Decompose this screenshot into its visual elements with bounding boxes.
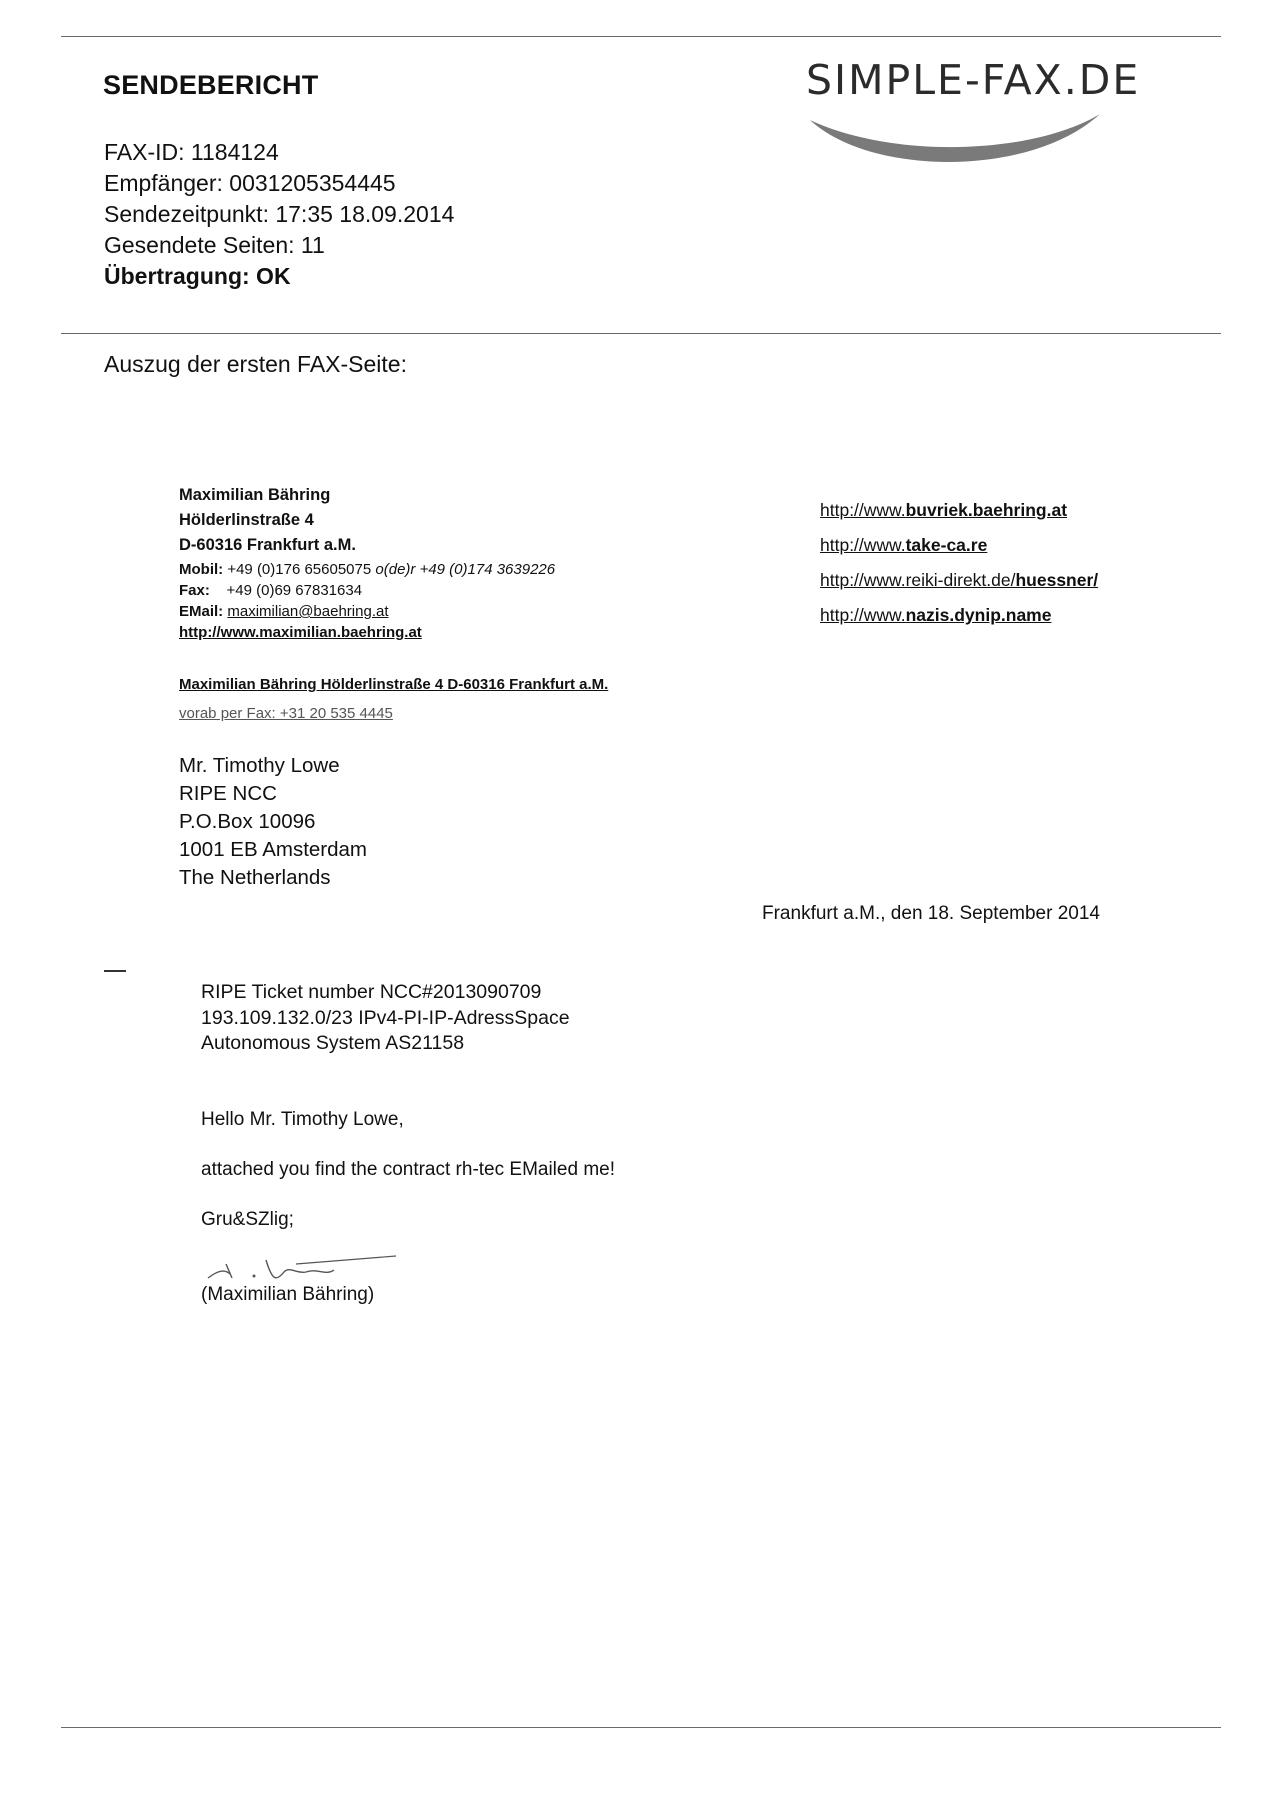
pages-sent: Gesendete Seiten: 11	[104, 232, 325, 258]
recipient-line: P.O.Box 10096	[179, 810, 316, 833]
fold-mark	[104, 970, 126, 972]
recipient-address	[179, 752, 367, 892]
recipient-line: The Netherlands	[179, 866, 331, 889]
signer-name: (Maximilian Bähring)	[201, 1284, 375, 1305]
sender-city: D-60316 Frankfurt a.M.	[179, 536, 356, 554]
sender-street: Hölderlinstraße 4	[179, 511, 314, 529]
date-line: Frankfurt a.M., den 18. September 2014	[762, 903, 1100, 924]
logo-text: SIMPLE-FAX.DE	[806, 56, 1141, 104]
link-item[interactable]: http://www.nazis.dynip.name	[820, 605, 1052, 625]
email-line: EMail: maximilian@baehring.at	[179, 603, 389, 620]
sender-name: Maximilian Bähring	[179, 486, 331, 504]
prefax-line: vorab per Fax: +31 20 535 4445	[179, 705, 393, 722]
closing: Gru&SZlig;	[201, 1209, 294, 1230]
subject-line: Autonomous System AS21158	[201, 1032, 465, 1054]
bottom-divider	[61, 1727, 1221, 1728]
header-divider	[61, 333, 1221, 334]
simple-fax-logo	[800, 56, 1200, 156]
email-link[interactable]: maximilian@baehring.at	[227, 603, 389, 620]
sender-address	[179, 483, 356, 558]
fax-id: FAX-ID: 1184124	[104, 139, 279, 165]
return-address: Maximilian Bähring Hölderlinstraße 4 D-60316 Frankfurt a.M.	[179, 676, 609, 693]
mobil-line: Mobil: +49 (0)176 65605075 o(de)r +49 (0)174 3639226	[179, 561, 556, 578]
excerpt-label: Auszug der ersten FAX-Seite:	[104, 351, 407, 377]
link-item[interactable]: http://www.buvriek.baehring.at	[820, 500, 1068, 520]
subject-line: 193.109.132.0/23 IPv4-PI-IP-AdressSpace	[201, 1006, 570, 1029]
sender-website-link[interactable]: http://www.maximilian.baehring.at	[179, 624, 422, 641]
report-title: SENDEBERICHT	[103, 70, 319, 100]
recipient-line: RIPE NCC	[179, 782, 277, 805]
letter-body: attached you find the contract rh-tec EMailed me!	[201, 1159, 615, 1180]
fax-line: Fax: +49 (0)69 67831634	[179, 582, 363, 599]
link-item[interactable]: http://www.reiki-direkt.de/huessner/	[820, 570, 1099, 590]
send-time: Sendezeitpunkt: 17:35 18.09.2014	[104, 201, 455, 227]
link-list	[820, 493, 1098, 633]
recipient-line: Mr. Timothy Lowe	[179, 754, 340, 777]
subject-line: RIPE Ticket number NCC#2013090709	[201, 981, 542, 1003]
transmission-status: Übertragung: OK	[104, 263, 291, 289]
subject-block	[201, 980, 570, 1057]
top-divider	[61, 36, 1221, 37]
recipient-line: 1001 EB Amsterdam	[179, 838, 368, 861]
report-meta	[104, 137, 454, 292]
greeting: Hello Mr. Timothy Lowe,	[201, 1109, 404, 1130]
sender-contacts	[179, 559, 555, 643]
recipient-number: Empfänger: 0031205354445	[104, 170, 396, 196]
logo-swoosh-icon	[800, 86, 1200, 166]
link-item[interactable]: http://www.take-ca.re	[820, 535, 988, 555]
